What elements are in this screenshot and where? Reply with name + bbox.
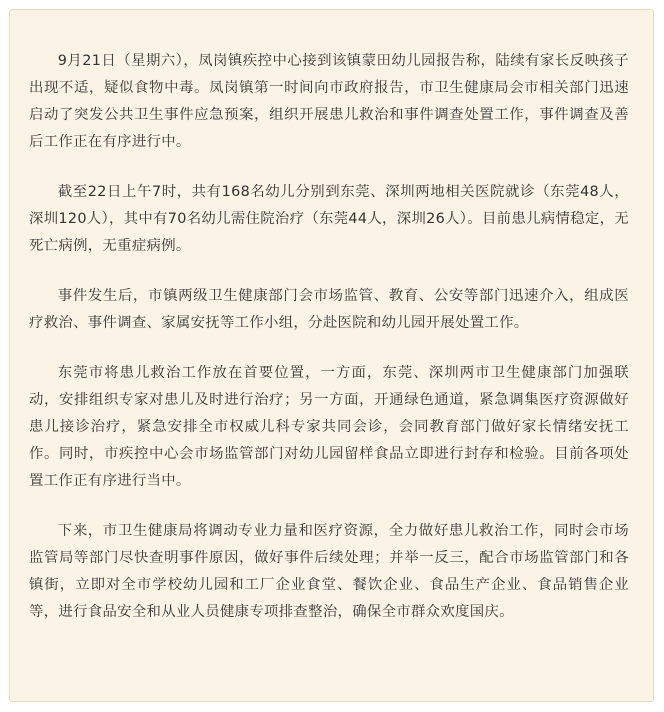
article-card [9, 9, 654, 702]
article-paragraph-5: 下来，市卫生健康局将调动专业力量和医疗资源，全力做好患儿救治工作，同时会市场监管局等部门尽快查明事件原因，做好事件后续处理；并举一反三，配合市场监管部门和各镇街，立即对全市学校幼儿园和工厂企业食堂、餐饮企业、食品生产企业、食品销售企业等，进行食品安全和从业人员健康专项排查整治，确保全市群众欢度国庆。 [29, 523, 629, 620]
article-paragraph-4: 东莞市将患儿救治工作放在首要位置，一方面，东莞、深圳两市卫生健康部门加强联动，安排组织专家对患儿及时进行治疗；另一方面，开通绿色通道，紧急调集医疗资源做好患儿接诊治疗，紧急安排全市权威儿科专家共同会诊，会同教育部门做好家长情绪安抚工作。同时，市疾控中心会市场监管部门对幼儿园留样食品立即进行封存和检验。目前各项处置工作正有序进行当中。 [29, 365, 629, 489]
article-paragraph-1: 9月21日（星期六），凤岗镇疾控中心接到该镇蒙田幼儿园报告称，陆续有家长反映孩子出现不适，疑似食物中毒。凤岗镇第一时间向市政府报告，市卫生健康局会市相关部门迅速启动了突发公共卫生事件应急预案，组织开展患儿救治和事件调查处置工作，事件调查及善后工作正在有序进行中。 [29, 53, 629, 150]
article-paragraph-3: 事件发生后，市镇两级卫生健康部门会市场监管、教育、公安等部门迅速介入，组成医疗救治、事件调查、家属安抚等工作小组，分赴医院和幼儿园开展处置工作。 [29, 288, 629, 331]
article-paragraph-2: 截至22日上午7时，共有168名幼儿分别到东莞、深圳两地相关医院就诊（东莞48人，深圳120人），其中有70名幼儿需住院治疗（东莞44人，深圳26人）。目前患儿病情稳定，无死亡病例，无重症病例。 [29, 184, 629, 254]
